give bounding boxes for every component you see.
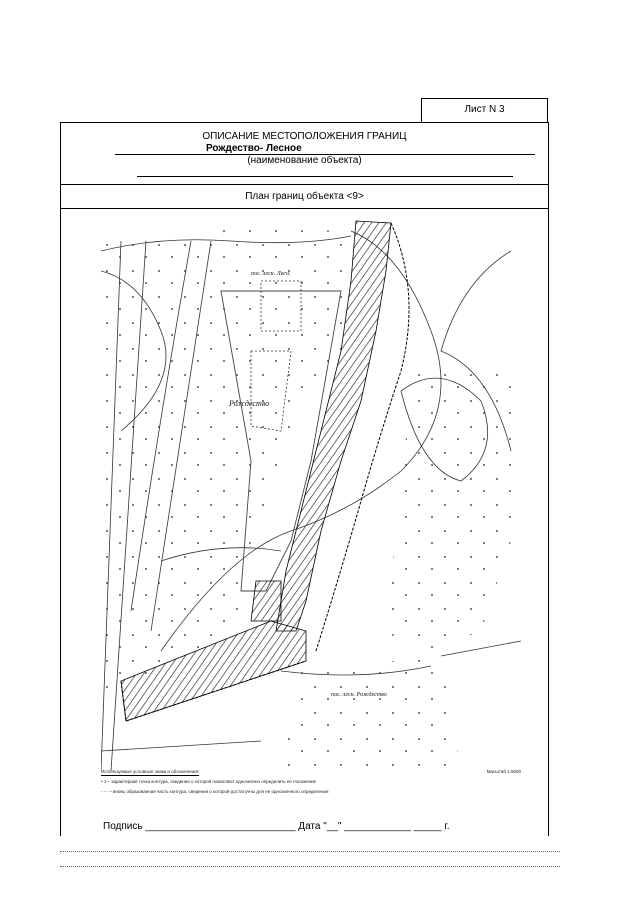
document-title: ОПИСАНИЕ МЕСТОПОЛОЖЕНИЯ ГРАНИЦ <box>202 131 407 142</box>
object-caption: (наименование объекта) <box>247 155 362 166</box>
sheet-number-box <box>421 98 548 122</box>
object-name: Рождество- Лесное <box>206 143 302 154</box>
dotted-separator-2 <box>60 866 560 867</box>
header-section <box>61 123 548 185</box>
object-name-row <box>115 143 535 154</box>
legend-title: Используемые условные знаки и обозначения: <box>101 769 200 774</box>
legend <box>101 769 521 823</box>
legend-item-point: • 1 – характерная точка контура, сведения о которой позволяют однозначно определить ее положение <box>101 779 317 784</box>
label-village-top: пос. лесн. Лесн. <box>251 271 291 277</box>
boundary-map <box>101 211 521 771</box>
label-village-main: Рождество <box>229 399 270 408</box>
header-underline <box>137 176 513 177</box>
legend-item-boundary: - - - – вновь образованная часть контура, сведения о которой достаточны для ее однозначного определения <box>101 789 329 794</box>
plan-title: План границ объекта <9> <box>61 185 548 209</box>
dotted-separator-1 <box>60 851 560 852</box>
map-scale: Масштаб 1:5000 <box>486 769 521 774</box>
sheet-number: Лист N 3 <box>464 104 505 115</box>
signature-date-line: Подпись ___________________________ Дата "__" ____________ _____ г. <box>103 821 450 832</box>
document-frame <box>60 122 549 836</box>
label-village-bottom: пос. лесн. Рождество <box>331 692 387 698</box>
